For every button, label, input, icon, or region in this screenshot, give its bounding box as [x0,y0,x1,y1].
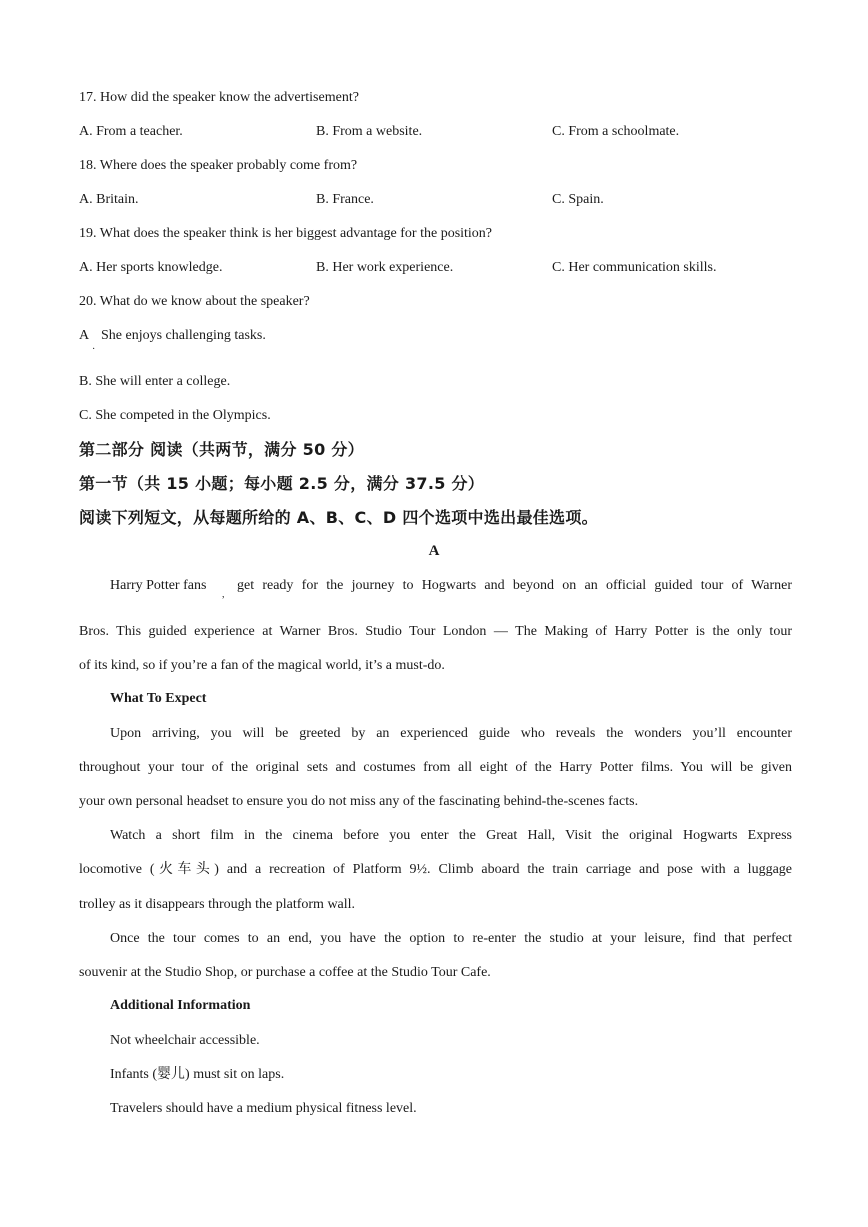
paragraph-1-line-1: Upon arriving, you will be greeted by an experienced guide who reveals the wonders you’ll encounter [110,726,792,741]
question-19-option-c: C. Her communication skills. [552,260,717,275]
paragraph-3-line-1: Once the tour comes to an end, you have the option to re-enter the studio at your leisure, find that perfect [110,931,792,946]
heading-additional-information: Additional Information [110,998,251,1013]
question-18-option-b: B. France. [316,192,374,207]
question-19-stem: 19. What does the speaker think is her biggest advantage for the position? [79,226,493,241]
part-title: 第二部分 阅读（共两节，满分 50 分） [79,440,364,459]
question-20-option-a-text: She enjoys challenging tasks. [101,328,266,343]
passage-intro-line-3: of its kind, so if you’re a fan of the magical world, it’s a must-do. [79,658,445,673]
passage-intro-fans: Harry Potter fans [110,578,207,593]
question-20-option-b: B. She will enter a college. [79,374,231,389]
stray-dot-mark: · [92,344,96,355]
info-line-3: Travelers should have a medium physical fitness level. [110,1101,417,1116]
paragraph-1-line-3: your own personal headset to ensure you do not miss any of the fascinating behind-the-scenes facts. [79,794,639,809]
heading-what-to-expect: What To Expect [110,691,207,706]
passage-intro-line-1: get ready for the journey to Hogwarts and beyond on an official guided tour of Warner [237,578,792,593]
question-17-option-b: B. From a website. [316,124,423,139]
question-20-stem: 20. What do we know about the speaker? [79,294,310,309]
sub-section-title: 第一节（共 15 小题；每小题 2.5 分，满分 37.5 分） [79,474,485,493]
paragraph-2-line-2: locomotive (火车头) and a recreation of Platform 9½. Climb aboard the train carriage and pose with a luggage [79,862,792,877]
info-line-1: Not wheelchair accessible. [110,1033,260,1048]
paragraph-2-line-1: Watch a short film in the cinema before you enter the Great Hall, Visit the original Hogwarts Express [110,828,792,843]
question-17-option-a: A. From a teacher. [79,124,183,139]
info-line-2: Infants (婴儿) must sit on laps. [110,1067,285,1082]
question-19-option-b: B. Her work experience. [316,260,454,275]
paragraph-2-line-3: trolley as it disappears through the platform wall. [79,897,356,912]
question-20-option-a-letter: A [79,328,90,343]
question-18-option-a: A. Britain. [79,192,139,207]
question-17-option-c: C. From a schoolmate. [552,124,680,139]
reading-instruction: 阅读下列短文，从每题所给的 A、B、C、D 四个选项中选出最佳选项。 [79,508,598,527]
question-18-option-c: C. Spain. [552,192,604,207]
question-17-stem: 17. How did the speaker know the advertisement? [79,90,359,105]
question-19-option-a: A. Her sports knowledge. [79,260,223,275]
question-18-stem: 18. Where does the speaker probably come from? [79,158,358,173]
passage-label: A [428,543,440,559]
paragraph-1-line-2: throughout your tour of the original sets and costumes from all eight of the Harry Potter films. You will be given [79,760,792,775]
question-20-option-c: C. She competed in the Olympics. [79,408,271,423]
paragraph-3-line-2: souvenir at the Studio Shop, or purchase a coffee at the Studio Tour Cafe. [79,965,491,980]
stray-comma-mark: , [222,589,225,600]
passage-intro-line-2: Bros. This guided experience at Warner Bros. Studio Tour London — The Making of Harry Potter is the only tour [79,624,792,639]
